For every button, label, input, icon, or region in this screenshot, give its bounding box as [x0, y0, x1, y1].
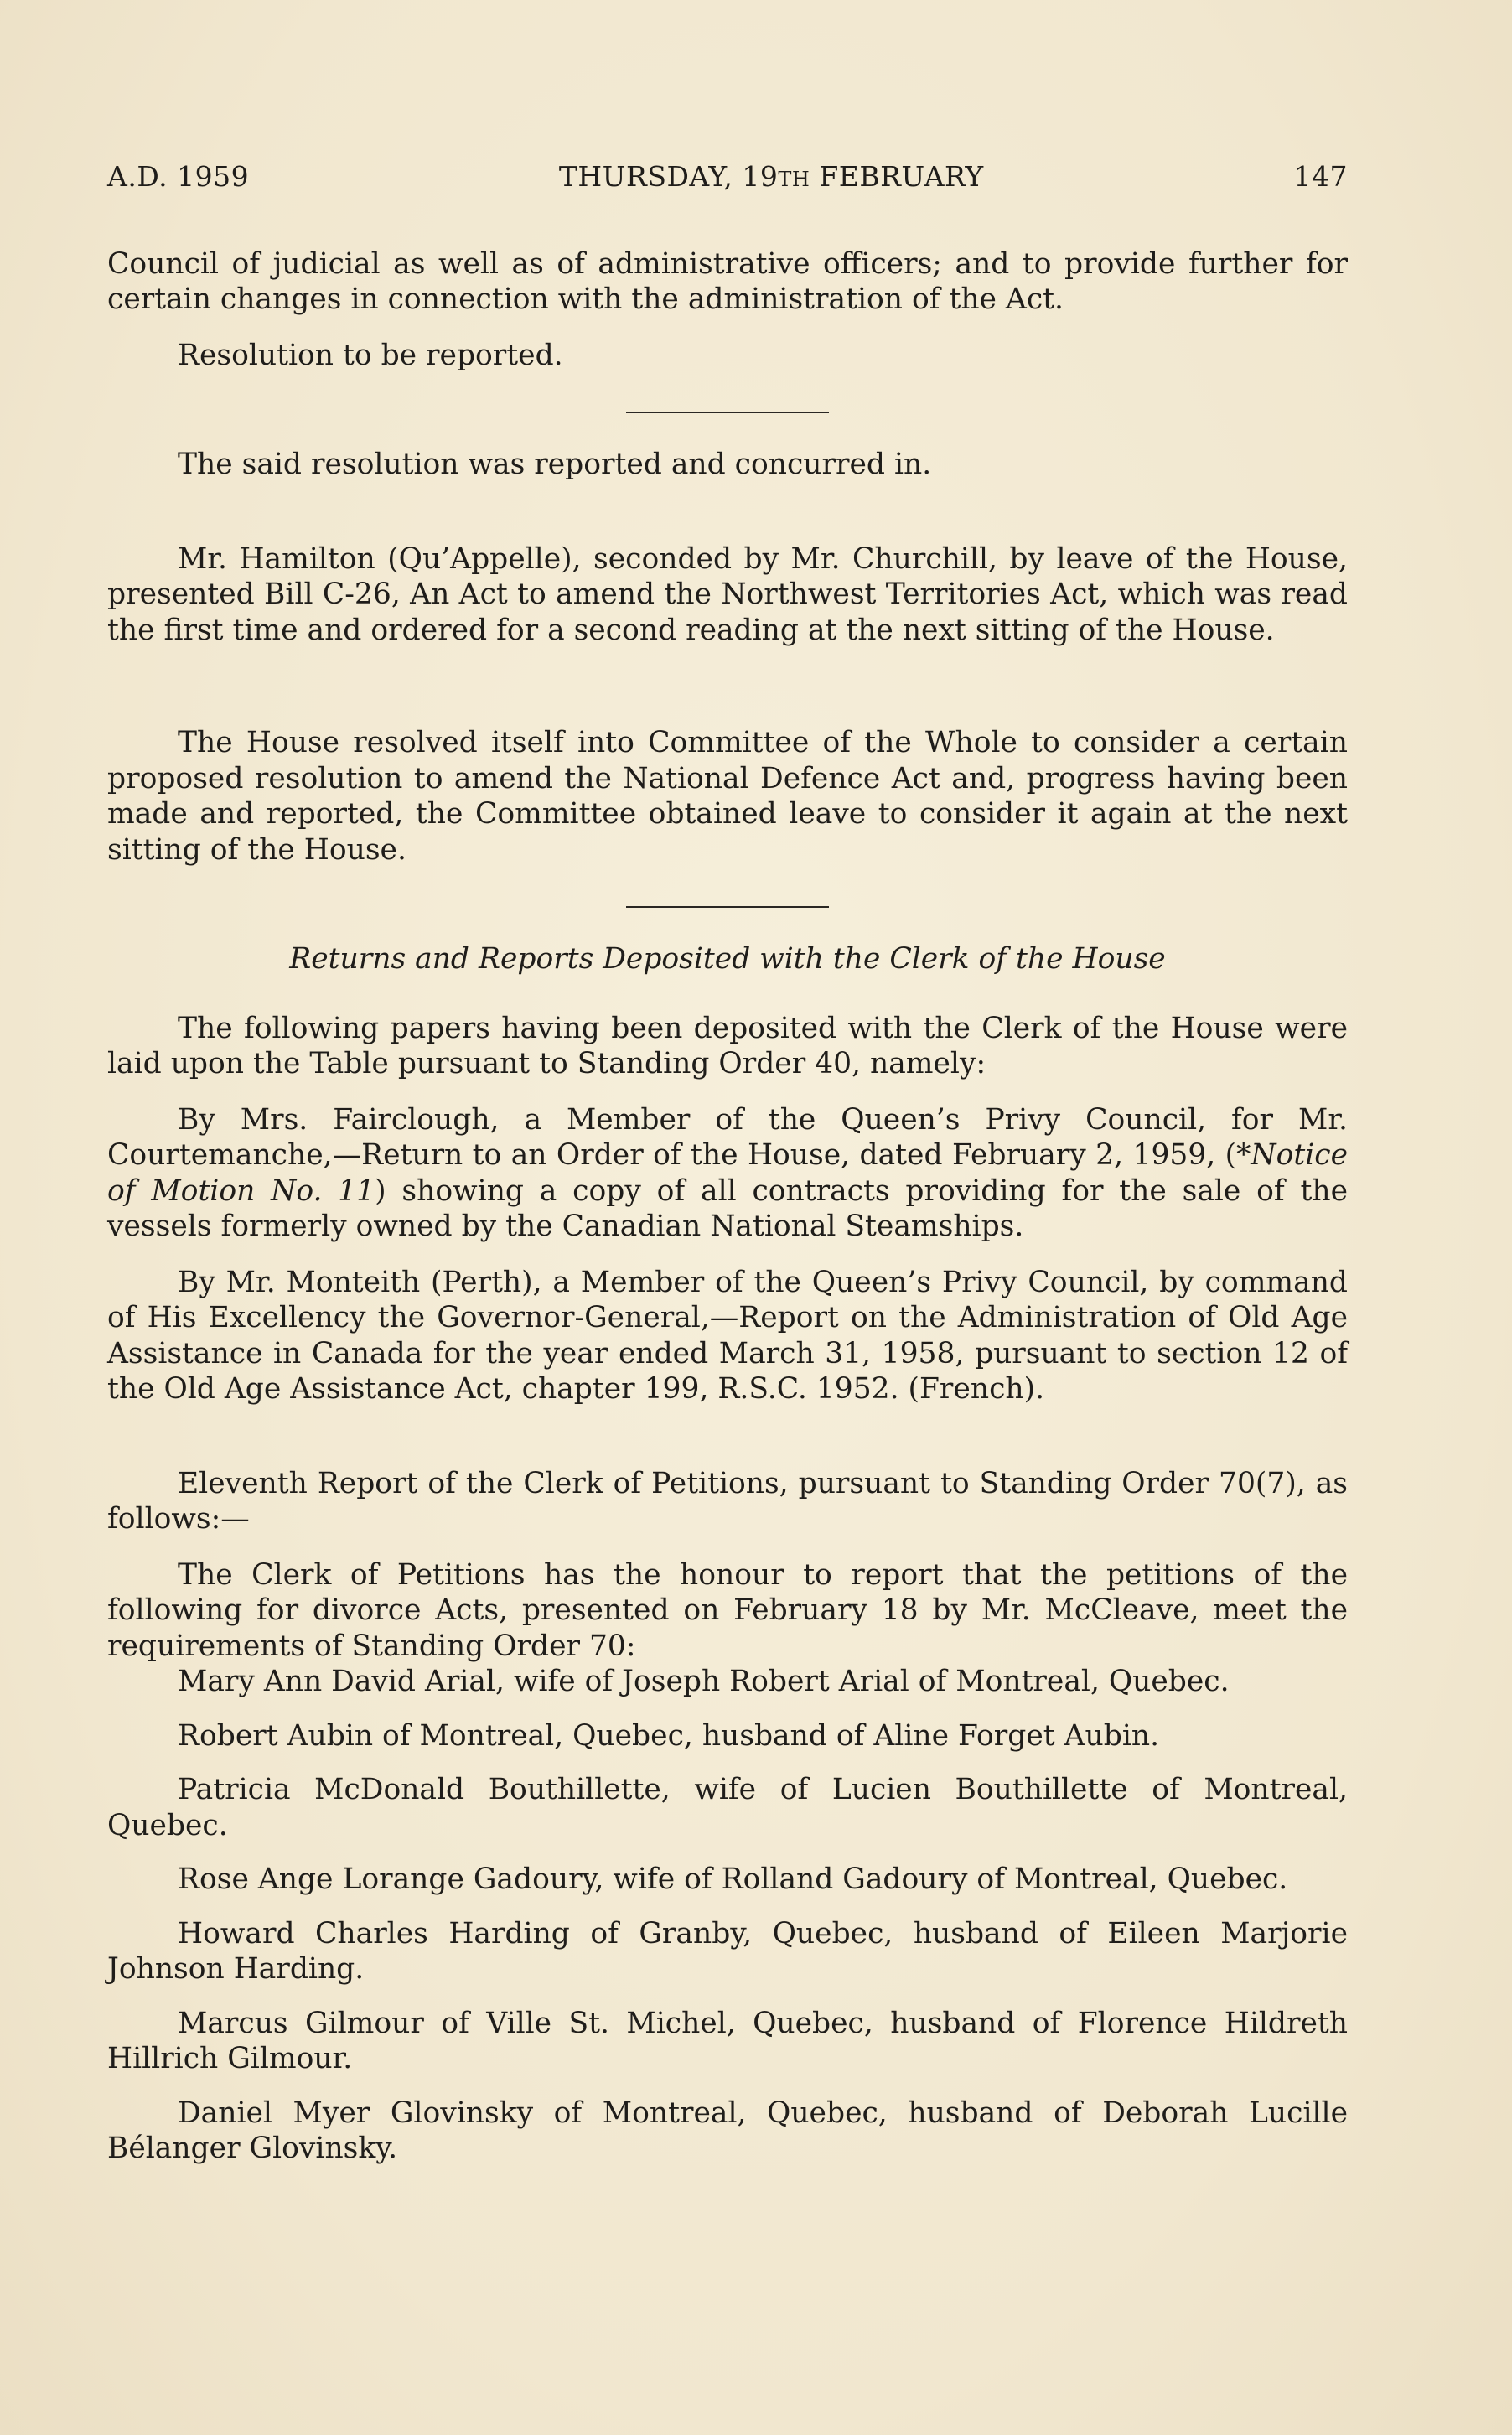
page-number: 147 [1293, 160, 1348, 193]
list-item: Mary Ann David Arial, wife of Joseph Robert Arial of Montreal, Quebec. [178, 1665, 1230, 1698]
paragraph-resolution-reported: Resolution to be reported. [178, 338, 563, 372]
list-item: Robert Aubin of Montreal, Quebec, husband of Aline Forget Aubin. [178, 1718, 1160, 1753]
paragraph-bill-c26: Mr. Hamilton (Qu’Appelle), seconded by Mr. Churchill, by leave of the House, presented Bill C-26, An Act to amend the Northwest Territories Act, which was read the first time and ordered for a second reading at the next sitting of the House. [107, 541, 1348, 647]
paragraph-concurred: The said resolution was reported and concurred in. [178, 448, 932, 481]
divider-rule [626, 412, 829, 413]
header-date: THURSDAY, 19TH FEBRUARY [558, 160, 984, 193]
header-year: A.D. 1959 [107, 160, 250, 193]
page-content [107, 159, 1348, 2167]
paragraph-fairclough-return: By Mrs. Fairclough, a Member of the Queen’s Privy Council, for Mr. Courtemanche,—Return to an Order of the House, dated February 2, 1959, (*Notice of Motion No. 11) showing a copy of all contracts providing for the sale of the vessels formerly owned by the Canadian National Steamships. [107, 1102, 1348, 1243]
paragraph-monteith-report: By Mr. Monteith (Perth), a Member of the Queen’s Privy Council, by command of His Excellency the Governor-General,—Report on the Administration of Old Age Assistance in Canada for the year ended March 31, 1958, pursuant to section 12 of the Old Age Assistance Act, chapter 199, R.S.C. 1952. (French). [107, 1265, 1348, 1406]
paragraph-eleventh-report: Eleventh Report of the Clerk of Petitions, pursuant to Standing Order 70(7), as follows:— [107, 1466, 1348, 1536]
paragraph-council: Council of judicial as well as of administrative officers; and to provide further for certain changes in connection with the administration of the Act. [107, 246, 1348, 316]
paragraph-papers-deposited: The following papers having been deposited with the Clerk of the House were laid upon the Table pursuant to Standing Order 40, namely: [107, 1011, 1348, 1080]
section-title: Returns and Reports Deposited with the Clerk of the House [289, 942, 1166, 976]
paragraph-clerk-petitions: The Clerk of Petitions has the honour to report that the petitions of the following for divorce Acts, presented on February 18 by Mr. McCleave, meet the requirements of Standing Order 70: [107, 1557, 1348, 1663]
paragraph-committee-whole: The House resolved itself into Committee of the Whole to consider a certain proposed resolution to amend the National Defence Act and, progress having been made and reported, the Committee obtained leave to consider it again at the next sitting of the House. [107, 726, 1348, 867]
list-item: Marcus Gilmour of Ville St. Michel, Quebec, husband of Florence Hildreth Hillrich Gilmour. [107, 2006, 1348, 2075]
divider-rule [626, 906, 829, 908]
list-item: Rose Ange Lorange Gadoury, wife of Rolland Gadoury of Montreal, Quebec. [178, 1863, 1288, 1896]
running-header [107, 159, 1348, 198]
list-item: Howard Charles Harding of Granby, Quebec, husband of Eileen Marjorie Johnson Harding. [107, 1916, 1348, 1986]
list-item: Patricia McDonald Bouthillette, wife of Lucien Bouthillette of Montreal, Quebec. [107, 1773, 1348, 1842]
petitioner-list [107, 1664, 1348, 2167]
list-item: Daniel Myer Glovinsky of Montreal, Quebec, husband of Deborah Lucille Bélanger Glovinsky. [107, 2096, 1348, 2165]
